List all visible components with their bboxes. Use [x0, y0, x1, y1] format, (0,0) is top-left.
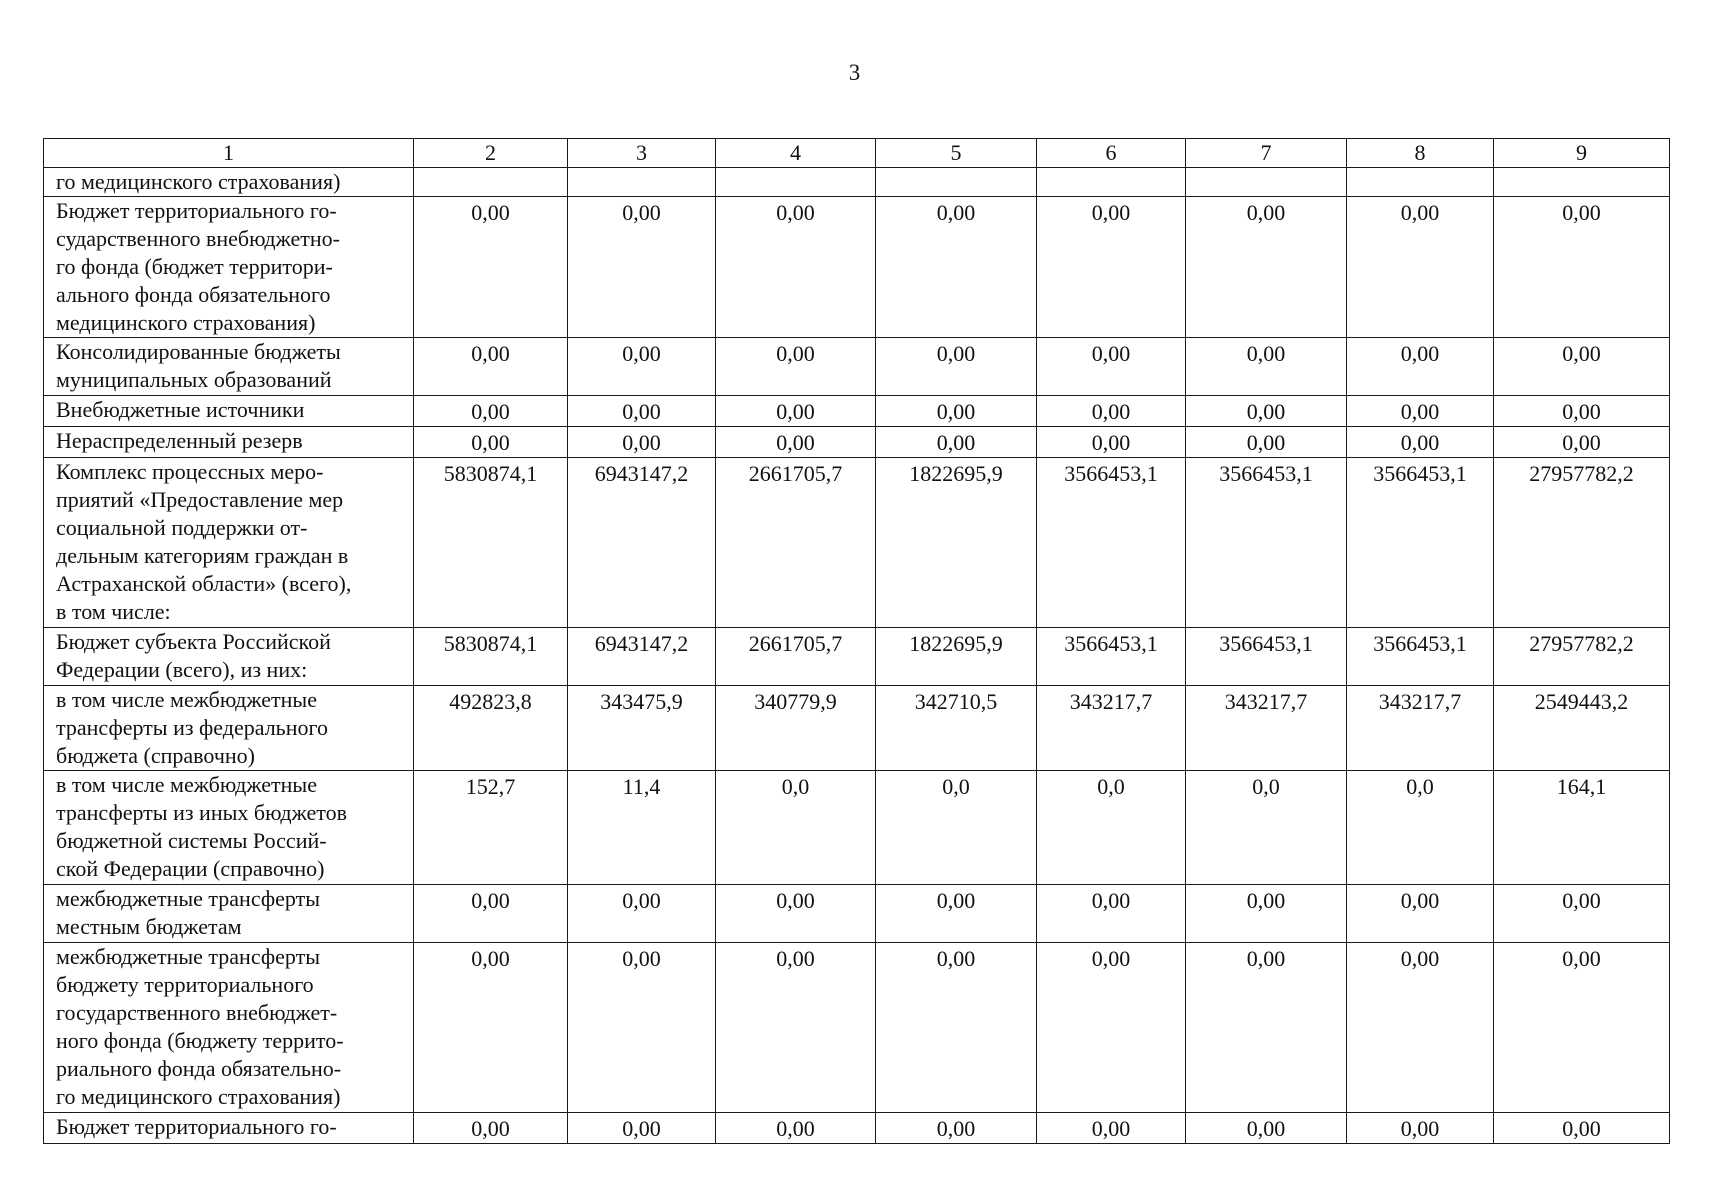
value-cell: 0,00	[1037, 943, 1186, 1113]
row-label	[44, 943, 414, 1113]
header-row	[44, 139, 1670, 168]
value-cell: 0,0	[876, 771, 1037, 885]
value-cell: 0,00	[1347, 396, 1494, 427]
row-label	[44, 338, 414, 396]
table-row	[44, 1113, 1670, 1144]
row-label-line: сударственного внебюджетно-	[56, 226, 340, 251]
row-label-line: бюджетной системы Россий-	[56, 828, 327, 853]
value-cell: 0,00	[876, 396, 1037, 427]
row-label	[44, 885, 414, 943]
value-cell: 342710,5	[876, 686, 1037, 771]
value-cell: 0,00	[568, 427, 716, 458]
value-cell: 0,00	[414, 885, 568, 943]
row-label	[44, 458, 414, 628]
value-cell: 0,00	[876, 1113, 1037, 1144]
value-cell: 0,00	[414, 943, 568, 1113]
value-cell: 0,00	[1186, 885, 1347, 943]
table-row	[44, 197, 1670, 338]
table-row	[44, 427, 1670, 458]
row-label-line: межбюджетные трансферты	[56, 944, 320, 969]
value-cell	[1186, 168, 1347, 197]
row-label-line: в том числе межбюджетные	[56, 687, 317, 712]
value-cell: 0,00	[1347, 197, 1494, 338]
column-header: 7	[1186, 139, 1347, 168]
row-label-line: Бюджет территориального го-	[56, 1114, 337, 1139]
row-label-line: социальной поддержки от-	[56, 515, 308, 540]
row-label-line: бюджета (справочно)	[56, 743, 255, 768]
value-cell: 5830874,1	[414, 458, 568, 628]
value-cell: 343217,7	[1186, 686, 1347, 771]
value-cell: 0,00	[1494, 1113, 1670, 1144]
value-cell: 1822695,9	[876, 628, 1037, 686]
value-cell: 0,00	[1186, 427, 1347, 458]
table-row	[44, 628, 1670, 686]
row-label	[44, 628, 414, 686]
value-cell: 0,00	[716, 885, 876, 943]
row-label-line: муниципальных образований	[56, 367, 332, 392]
value-cell: 0,00	[876, 427, 1037, 458]
table-body	[44, 139, 1670, 1144]
value-cell: 27957782,2	[1494, 628, 1670, 686]
row-label-line: Астраханской области» (всего),	[56, 571, 352, 596]
value-cell: 0,00	[1494, 338, 1670, 396]
value-cell: 343475,9	[568, 686, 716, 771]
row-label-line: трансферты из федерального	[56, 715, 328, 740]
row-label	[44, 686, 414, 771]
value-cell: 3566453,1	[1186, 628, 1347, 686]
row-label-line: дельным категориям граждан в	[56, 543, 349, 568]
value-cell: 0,00	[1494, 943, 1670, 1113]
value-cell: 0,00	[568, 885, 716, 943]
value-cell	[414, 168, 568, 197]
value-cell: 27957782,2	[1494, 458, 1670, 628]
value-cell: 0,00	[414, 338, 568, 396]
row-label	[44, 168, 414, 197]
value-cell: 0,00	[1186, 1113, 1347, 1144]
value-cell	[876, 168, 1037, 197]
row-label-line: медицинского страхования)	[56, 310, 316, 335]
value-cell: 6943147,2	[568, 458, 716, 628]
value-cell: 0,00	[1037, 1113, 1186, 1144]
value-cell: 0,00	[414, 427, 568, 458]
value-cell	[716, 168, 876, 197]
value-cell: 0,00	[716, 396, 876, 427]
row-label-line: государственного внебюджет-	[56, 1000, 338, 1025]
value-cell: 164,1	[1494, 771, 1670, 885]
column-header: 3	[568, 139, 716, 168]
value-cell: 5830874,1	[414, 628, 568, 686]
value-cell: 0,0	[716, 771, 876, 885]
value-cell: 0,00	[1037, 197, 1186, 338]
table-row	[44, 885, 1670, 943]
value-cell: 3566453,1	[1037, 628, 1186, 686]
value-cell: 0,00	[1347, 338, 1494, 396]
row-label	[44, 197, 414, 338]
value-cell: 0,00	[1186, 396, 1347, 427]
table-row	[44, 771, 1670, 885]
row-label-line: Комплекс процессных меро-	[56, 459, 324, 484]
value-cell: 340779,9	[716, 686, 876, 771]
value-cell: 6943147,2	[568, 628, 716, 686]
value-cell: 343217,7	[1347, 686, 1494, 771]
value-cell: 0,0	[1186, 771, 1347, 885]
value-cell: 2661705,7	[716, 628, 876, 686]
row-label-line: Федерации (всего), из них:	[56, 657, 308, 682]
value-cell: 0,00	[876, 197, 1037, 338]
row-label-line: в том числе:	[56, 599, 171, 624]
value-cell	[1494, 168, 1670, 197]
row-label-line: бюджету территориального	[56, 972, 314, 997]
value-cell: 0,00	[1347, 943, 1494, 1113]
row-label-line: местным бюджетам	[56, 914, 242, 939]
value-cell: 0,0	[1347, 771, 1494, 885]
value-cell: 0,00	[414, 396, 568, 427]
row-label-line: приятий «Предоставление мер	[56, 487, 344, 512]
value-cell: 0,00	[1186, 943, 1347, 1113]
row-label-line: ской Федерации (справочно)	[56, 856, 325, 881]
row-label-line: го фонда (бюджет территори-	[56, 254, 333, 279]
value-cell: 0,00	[1037, 427, 1186, 458]
value-cell: 2661705,7	[716, 458, 876, 628]
value-cell: 0,00	[1037, 338, 1186, 396]
column-header: 6	[1037, 139, 1186, 168]
value-cell: 0,00	[1347, 885, 1494, 943]
table-row	[44, 396, 1670, 427]
column-header: 5	[876, 139, 1037, 168]
value-cell: 343217,7	[1037, 686, 1186, 771]
table-row	[44, 943, 1670, 1113]
value-cell: 0,00	[1494, 885, 1670, 943]
value-cell: 0,00	[1037, 885, 1186, 943]
value-cell: 0,00	[414, 1113, 568, 1144]
value-cell	[1037, 168, 1186, 197]
table-row	[44, 458, 1670, 628]
value-cell: 0,00	[716, 427, 876, 458]
value-cell: 0,00	[716, 338, 876, 396]
value-cell: 0,00	[1494, 197, 1670, 338]
table-row	[44, 686, 1670, 771]
value-cell: 0,00	[1494, 427, 1670, 458]
value-cell: 11,4	[568, 771, 716, 885]
value-cell: 152,7	[414, 771, 568, 885]
value-cell: 0,00	[568, 396, 716, 427]
value-cell: 0,00	[716, 1113, 876, 1144]
value-cell: 3566453,1	[1186, 458, 1347, 628]
value-cell: 3566453,1	[1347, 628, 1494, 686]
value-cell: 0,00	[1037, 396, 1186, 427]
value-cell: 0,00	[716, 197, 876, 338]
value-cell: 0,00	[568, 338, 716, 396]
row-label-line: межбюджетные трансферты	[56, 886, 320, 911]
row-label-line: ного фонда (бюджету террито-	[56, 1028, 344, 1053]
table-row	[44, 168, 1670, 197]
value-cell: 0,00	[568, 943, 716, 1113]
value-cell: 2549443,2	[1494, 686, 1670, 771]
value-cell	[1347, 168, 1494, 197]
row-label-line: го медицинского страхования)	[56, 169, 341, 194]
value-cell: 3566453,1	[1347, 458, 1494, 628]
value-cell: 0,00	[568, 197, 716, 338]
row-label-line: Нераспределенный резерв	[56, 428, 303, 453]
value-cell: 3566453,1	[1037, 458, 1186, 628]
column-header: 8	[1347, 139, 1494, 168]
row-label-line: Консолидированные бюджеты	[56, 339, 341, 364]
row-label-line: Бюджет субъекта Российской	[56, 629, 331, 654]
row-label-line: ального фонда обязательного	[56, 282, 331, 307]
row-label-line: го медицинского страхования)	[56, 1084, 341, 1109]
budget-table	[43, 138, 1670, 1144]
value-cell: 0,0	[1037, 771, 1186, 885]
column-header: 4	[716, 139, 876, 168]
column-header: 1	[44, 139, 414, 168]
page-number: 3	[848, 60, 861, 85]
row-label	[44, 427, 414, 458]
value-cell: 0,00	[876, 338, 1037, 396]
row-label-line: трансферты из иных бюджетов	[56, 800, 347, 825]
value-cell: 492823,8	[414, 686, 568, 771]
value-cell: 0,00	[1347, 427, 1494, 458]
row-label-line: Внебюджетные источники	[56, 397, 305, 422]
row-label-line: в том числе межбюджетные	[56, 772, 317, 797]
value-cell	[568, 168, 716, 197]
table-row	[44, 338, 1670, 396]
value-cell: 0,00	[1494, 396, 1670, 427]
value-cell: 0,00	[876, 885, 1037, 943]
value-cell: 0,00	[876, 943, 1037, 1113]
value-cell: 1822695,9	[876, 458, 1037, 628]
value-cell: 0,00	[1186, 197, 1347, 338]
value-cell: 0,00	[1186, 338, 1347, 396]
value-cell: 0,00	[716, 943, 876, 1113]
row-label	[44, 1113, 414, 1144]
row-label-line: риального фонда обязательно-	[56, 1056, 342, 1081]
column-header: 2	[414, 139, 568, 168]
value-cell: 0,00	[568, 1113, 716, 1144]
row-label	[44, 771, 414, 885]
row-label	[44, 396, 414, 427]
column-header: 9	[1494, 139, 1670, 168]
value-cell: 0,00	[1347, 1113, 1494, 1144]
row-label-line: Бюджет территориального го-	[56, 198, 337, 223]
value-cell: 0,00	[414, 197, 568, 338]
